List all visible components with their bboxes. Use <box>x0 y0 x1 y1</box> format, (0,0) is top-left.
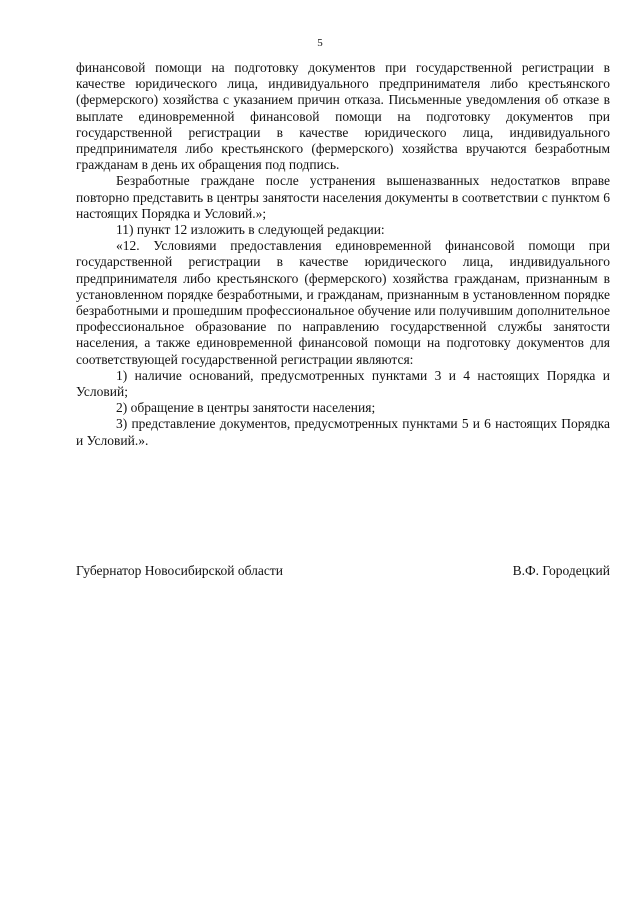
paragraph-2: Безработные граждане после устранения вышеназванных недостатков вправе повторно представить в центры занятости населения документы в соответствии с пунктом 6 настоящих Порядка и Условий.»; <box>76 173 610 221</box>
paragraph-1: финансовой помощи на подготовку документов при государственной регистрации в качестве юридического лица, индивидуального предпринимателя либо крестьянского (фермерского) хозяйства с указанием причин отказа. Письменные уведомления об отказе в выплате единовременной финансовой помощи на подготовку документов при государственной регистрации в качестве юридического лица, индивидуального предпринимателя либо крестьянского (фермерского) хозяйства вручаются безработным гражданам в день их обращения под подпись. <box>76 60 610 173</box>
signature-block <box>76 563 610 579</box>
document-body <box>76 60 610 449</box>
paragraph-3: 11) пункт 12 изложить в следующей редакции: <box>116 222 385 238</box>
signatory-title: Губернатор Новосибирской области <box>76 563 284 578</box>
page-number: 5 <box>317 37 323 49</box>
paragraph-5: 1) наличие оснований, предусмотренных пунктами 3 и 4 настоящих Порядка и Условий; <box>76 367 610 400</box>
signatory-name: В.Ф. Городецкий <box>512 563 610 578</box>
paragraph-7: 3) представление документов, предусмотренных пунктами 5 и 6 настоящих Порядка и Условий.». <box>76 416 610 448</box>
paragraph-4: «12. Условиями предоставления единовременной финансовой помощи при государственной регистрации в качестве юридического лица, индивидуального предпринимателя либо крестьянского (фермерского) хозяйства гражданам, признанным в установленном порядке безработными, и гражданам, признанным в установленном порядке безработными и прошедшим профессиональное обучение или получившим дополнительное профессиональное образование по направлению государственной службы занятости населения, а также единовременной финансовой помощи на подготовку документов для соответствующей государственной регистрации являются: <box>76 238 610 367</box>
paragraph-6: 2) обращение в центры занятости населения; <box>116 400 376 416</box>
